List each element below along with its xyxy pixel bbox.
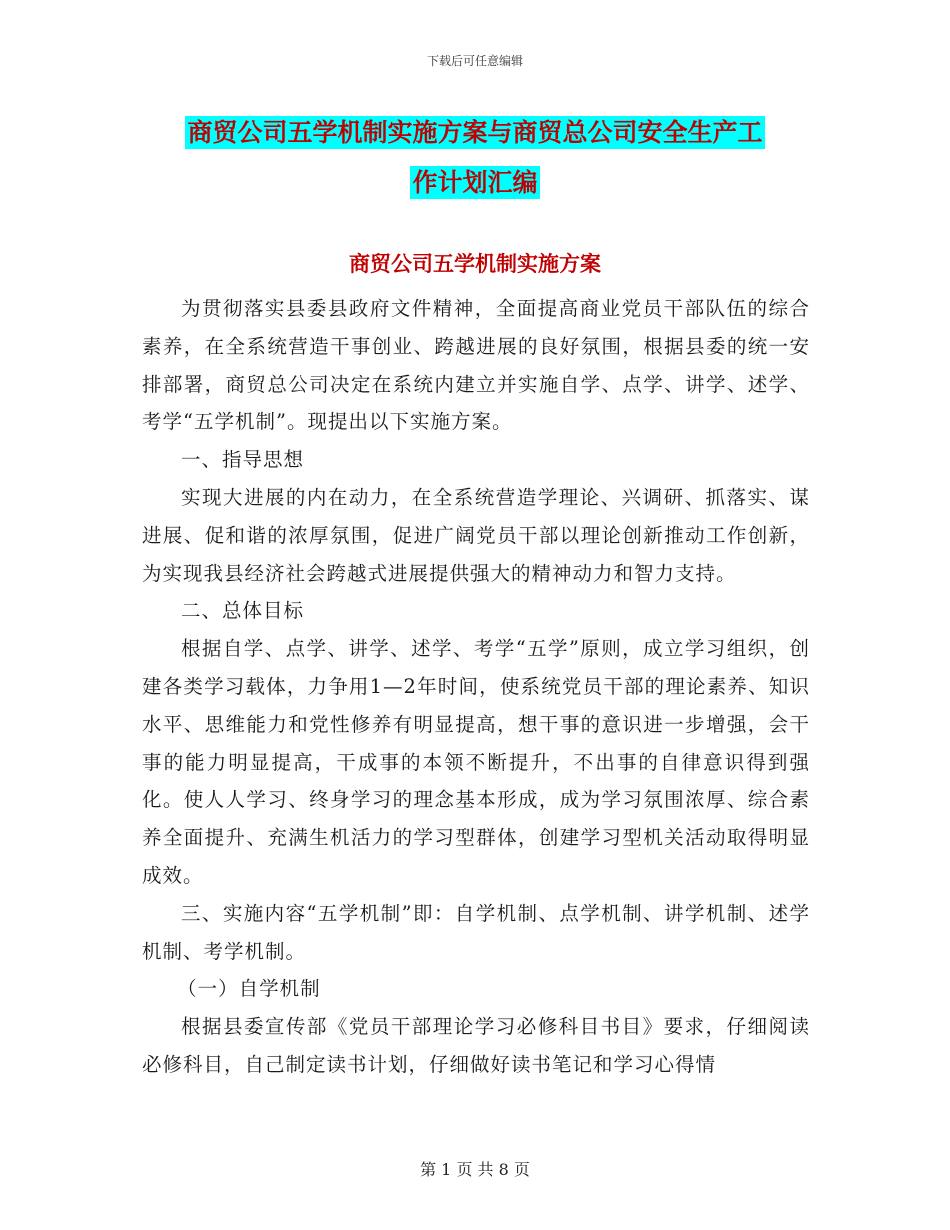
heading-guiding-ideology: 一、指导思想	[181, 448, 305, 472]
section-title: 商贸公司五学机制实施方案	[349, 252, 601, 276]
page-footer: 第 1 页 共 8 页	[420, 1160, 530, 1179]
document-title-line-1: 商贸公司五学机制实施方案与商贸总公司安全生产工	[187, 118, 763, 147]
heading-overall-goal: 二、总体目标	[181, 599, 305, 623]
document-title-line-2: 作计划汇编	[412, 168, 538, 197]
paragraph-guiding-ideology: 实现大进展的内在动力，在全系统营造学理论、兴调研、抓落实、谋进展、促和谐的浓厚氛围，促进广阔党员干部以理论创新推动工作创新，为实现我县经济社会跨越式进展提供强大的精神动力和智力支持。	[142, 485, 810, 585]
paragraph-intro: 为贯彻落实县委县政府文件精神，全面提高商业党员干部队伍的综合素养，在全系统营造干事创业、跨越进展的良好氛围，根据县委的统一安排部署，商贸总公司决定在系统内建立并实施自学、点学、讲学、述学、考学“五学机制”。现提出以下实施方案。	[142, 297, 810, 434]
heading-self-study-mechanism: （一）自学机制	[177, 977, 321, 1001]
header-note: 下载后可任意编辑	[426, 54, 523, 68]
paragraph-overall-goal: 根据自学、点学、讲学、述学、考学“五学”原则，成立学习组织，创建各类学习载体，力争用1—2年时间，使系统党员干部的理论素养、知识水平、思维能力和党性修养有明显提高，想干事的意识进一步增强，会干事的能力明显提高，干成事的本领不断提升，不出事的自律意识得到强化。使人人学习、终身学习的理念基本形成，成为学习氛围浓厚、综合素养全面提升、充满生机活力的学习型群体，创建学习型机关活动取得明显成效。	[142, 637, 810, 887]
paragraph-implementation-content: 三、实施内容“五学机制”即：自学机制、点学机制、讲学机制、述学机制、考学机制。	[142, 901, 810, 963]
paragraph-self-study: 根据县委宣传部《党员干部理论学习必修科目书目》要求，仔细阅读必修科目，自己制定读书计划，仔细做好读书笔记和学习心得情	[142, 1015, 810, 1076]
document-title	[140, 108, 810, 208]
document-body	[142, 290, 810, 1084]
